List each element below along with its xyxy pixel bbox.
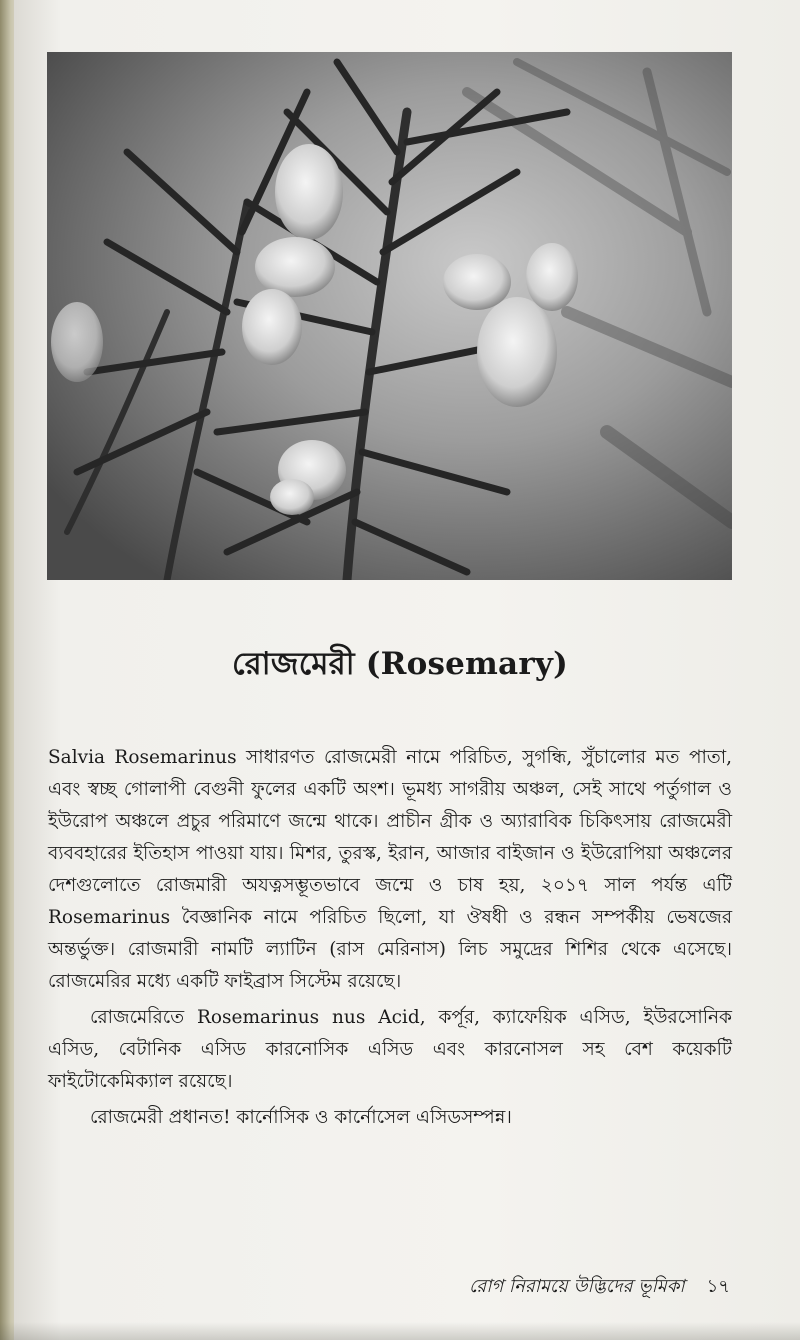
running-title: রোগ নিরাময়ে উদ্ভিদের ভূমিকা: [468, 1276, 685, 1297]
paragraph-intro: Salvia Rosemarinus সাধারণত রোজমেরী নামে পরিচিত, সুগন্ধি, সুঁচালোর মত পাতা, এবং স্বচ্ছ গোলাপী বেগুনী ফুলের একটি অংশ। ভূমধ্য সাগরীয় অঞ্চল, সেই সাথে পর্তুগাল ও ইউরোপ অঞ্চলে প্রচুর পরিমাণে জন্মে থাকে। প্রাচীন গ্রীক ও অ্যারাবিক চিকিৎসায় রোজমেরী ব্যববহারের ইতিহাস পাওয়া যায়। মিশর, তুরস্ক, ইরান, আজার বাইজান ও ইউরোপিয়া অঞ্চলের দেশগুলোতে রোজমারী অযত্নসম্ভূতভাবে জন্মে ও চাষ হয়, ২০১৭ সাল পর্যন্ত এটি Rosemarinus বৈজ্ঞানিক নামে পরিচিত ছিলো, যা ঔষধী ও রন্ধন সম্পর্কীয় ভেষজের অন্তর্ভুক্ত। রোজমারী নামটি ল্যাটিন (রাস মেরিনাস) লিচ সমুদ্রের শিশির থেকে এসেছে। রোজমেরির মধ্যে একটি ফাইব্রাস সিস্টেম রয়েছে।: [48, 747, 732, 992]
rosemary-photo: [47, 52, 732, 580]
page-footer: [469, 1272, 730, 1303]
article-body: [48, 742, 732, 1138]
section-title: রোজমেরী (Rosemary): [232, 646, 568, 682]
paragraph-acids: রোজমেরী প্রধানত! কার্নোসিক ও কার্নোসেল এসিডসম্পন্ন।: [90, 1107, 512, 1128]
page-bottom-shadow: [0, 1322, 800, 1340]
page-number: ১৭: [706, 1276, 730, 1297]
paragraph-phytochemicals: রোজমেরিতে Rosemarinus nus Acid, কর্পূর, ক্যাফেয়িক এসিড, ইউরসোনিক এসিড, বেটানিক এসিড কারনোসিক এসিড এবং কারনোসল সহ বেশ কয়েকটি ফাইটোকেমিক্যাল রয়েছে।: [48, 1007, 732, 1092]
